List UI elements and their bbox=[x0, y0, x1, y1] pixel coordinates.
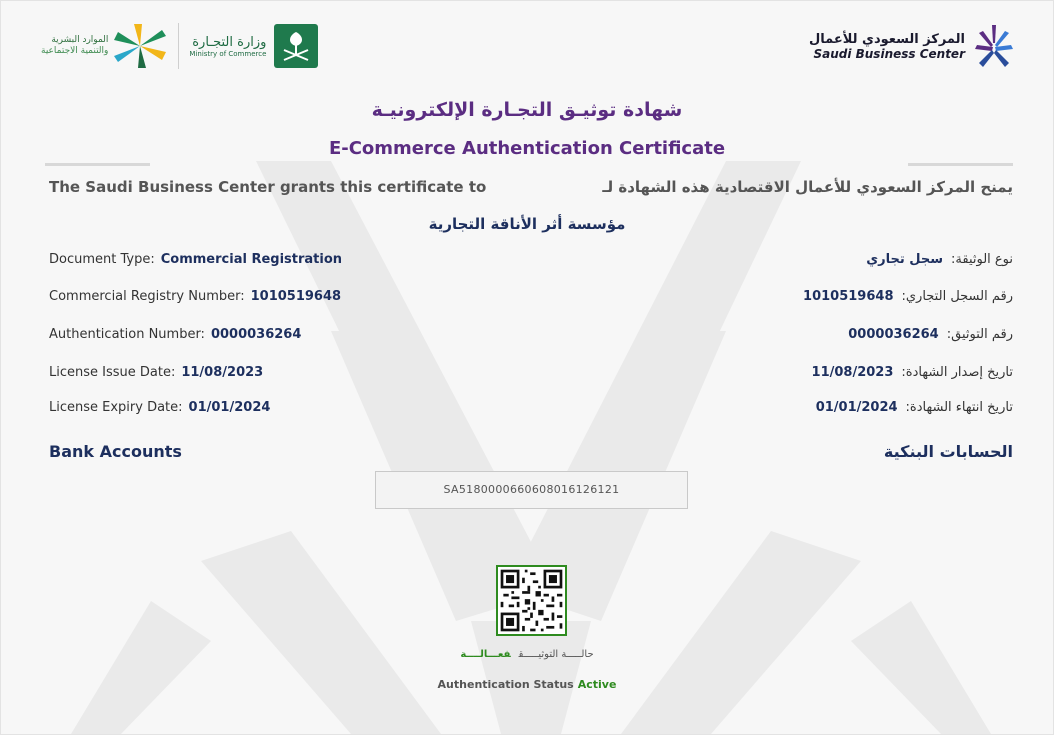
field-label: License Expiry Date: bbox=[49, 400, 183, 415]
field-value: 1010519648 bbox=[250, 289, 342, 304]
title-english: E-Commerce Authentication Certificate bbox=[328, 138, 726, 159]
field-label: تاريخ انتهاء الشهادة: bbox=[905, 400, 1013, 415]
field-license-issue-date-ar bbox=[812, 365, 1013, 380]
field-commercial-registry-number-ar bbox=[803, 289, 1013, 304]
logo-separator bbox=[178, 23, 179, 69]
status-value-ar: فعـــالــــة bbox=[460, 649, 511, 660]
authentication-status-ar bbox=[1, 649, 1053, 660]
field-license-expiry-date bbox=[49, 400, 270, 415]
field-value: Commercial Registration bbox=[160, 252, 343, 267]
qr-code[interactable] bbox=[496, 565, 567, 636]
field-label: تاريخ إصدار الشهادة: bbox=[901, 365, 1013, 380]
moc-arabic-name: وزارة التجـارة bbox=[192, 34, 267, 50]
field-document-type-ar bbox=[866, 252, 1013, 267]
authentication-status bbox=[1, 678, 1053, 691]
moc-logo bbox=[189, 24, 318, 68]
hr-ministry-line1: الموارد البشرية bbox=[51, 35, 109, 45]
field-value: 0000036264 bbox=[210, 327, 302, 342]
bank-accounts-title: Bank Accounts bbox=[49, 442, 182, 461]
company-name: مؤسسة أثر الأناقة التجارية bbox=[428, 215, 626, 233]
government-logos bbox=[41, 21, 318, 71]
bank-accounts-title-ar: الحسابات البنكية bbox=[883, 442, 1013, 461]
divider-left bbox=[45, 163, 150, 166]
hr-ministry-logo bbox=[41, 22, 168, 70]
field-document-type bbox=[49, 252, 342, 267]
qr-code-icon bbox=[498, 567, 565, 634]
field-authentication-number bbox=[49, 327, 301, 342]
sbc-arabic-name: المركز السعودي للأعمال bbox=[809, 31, 965, 47]
field-label: Authentication Number: bbox=[49, 327, 205, 342]
moc-english-name: Ministry of Commerce bbox=[189, 49, 267, 58]
divider-right bbox=[908, 163, 1013, 166]
field-value: 11/08/2023 bbox=[811, 365, 894, 380]
saudi-emblem-icon bbox=[274, 24, 318, 68]
field-value: سجل تجاري bbox=[866, 252, 944, 267]
iban-box: SA5180000660608016126121 bbox=[375, 471, 688, 509]
field-label: نوع الوثيقة: bbox=[951, 252, 1013, 267]
status-value: Active bbox=[577, 678, 617, 691]
hr-ministry-emblem-icon bbox=[112, 22, 168, 70]
field-license-expiry-date-ar bbox=[816, 400, 1013, 415]
field-label: رقم السجل التجاري: bbox=[901, 289, 1013, 304]
sbc-logo bbox=[809, 23, 1017, 69]
field-value: 11/08/2023 bbox=[181, 365, 264, 380]
hr-ministry-name bbox=[41, 35, 108, 57]
field-commercial-registry-number bbox=[49, 289, 341, 304]
title-arabic: شهادة توثيـق التجـارة الإلكترونيـة bbox=[371, 99, 683, 121]
field-license-issue-date bbox=[49, 365, 263, 380]
status-label: Authentication Status bbox=[437, 678, 574, 691]
field-authentication-number-ar bbox=[848, 327, 1013, 342]
field-value: 01/01/2024 bbox=[188, 400, 271, 415]
field-value: 0000036264 bbox=[848, 327, 939, 342]
field-label: Document Type: bbox=[49, 252, 155, 267]
grant-text-english: The Saudi Business Center grants this certificate to bbox=[49, 178, 487, 196]
grant-text-arabic: يمنح المركز السعودي للأعمال الاقتصادية هذه الشهادة لـ bbox=[602, 178, 1013, 196]
field-label: Commercial Registry Number: bbox=[49, 289, 245, 304]
hr-ministry-line2: والتنمية الاجتماعية bbox=[41, 46, 109, 56]
field-value: 1010519648 bbox=[803, 289, 894, 304]
field-label: رقم التوثيق: bbox=[946, 327, 1013, 342]
sbc-english-name: Saudi Business Center bbox=[813, 46, 965, 61]
field-label: License Issue Date: bbox=[49, 365, 176, 380]
status-label-ar: حالـــــة التوثيـــــق bbox=[518, 649, 594, 660]
sbc-emblem-icon bbox=[971, 23, 1017, 69]
field-value: 01/01/2024 bbox=[815, 400, 898, 415]
